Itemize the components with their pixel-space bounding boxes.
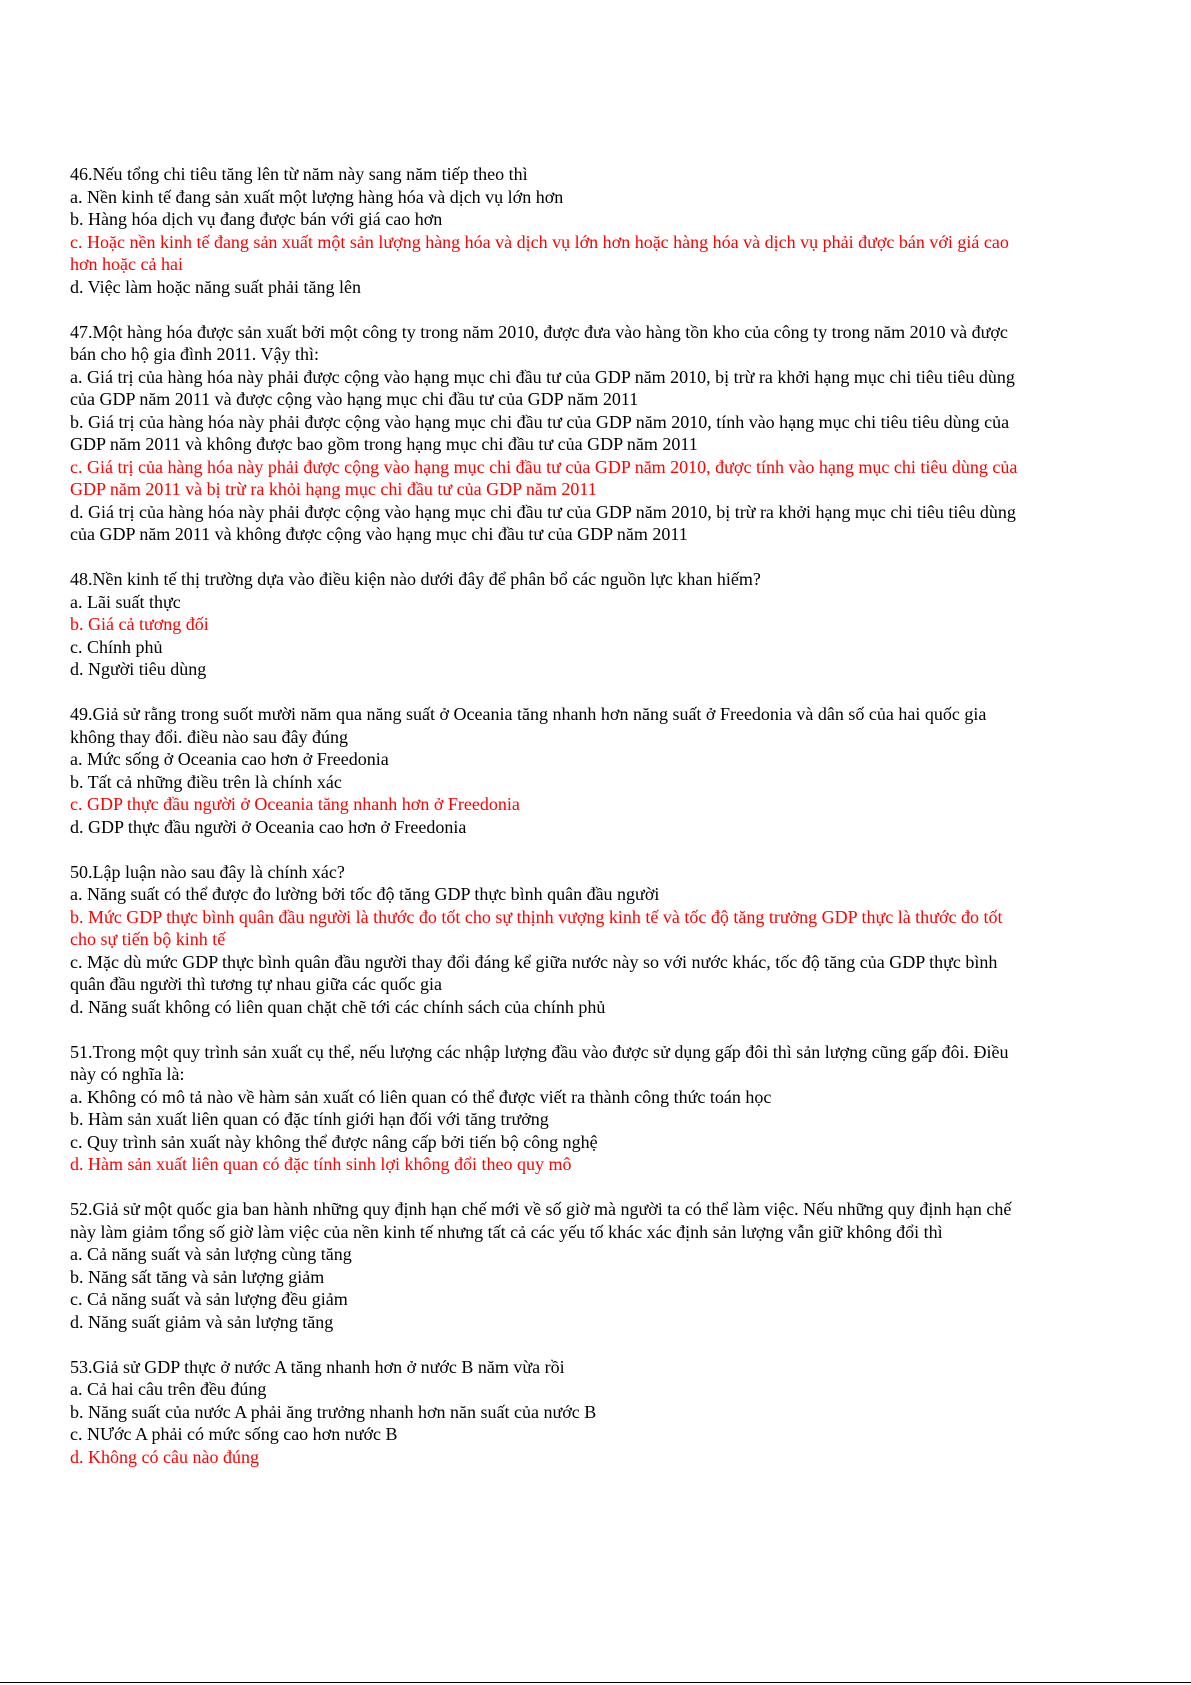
question-stem: 46.Nếu tổng chi tiêu tăng lên từ năm này sang năm tiếp theo thì xyxy=(70,164,528,184)
answer-option-a: a. Không có mô tả nào về hàm sản xuất có liên quan có thể được viết ra thành công thức toán học xyxy=(70,1086,772,1107)
question-stem: 48.Nền kinh tế thị trường dựa vào điều kiện nào dưới đây để phân bổ các nguồn lực khan hiếm? xyxy=(70,569,761,589)
answer-option-b: b. Năng sất tăng và sản lượng giảm xyxy=(70,1266,325,1287)
answer-option-a: a. Nền kinh tế đang sản xuất một lượng hàng hóa và dịch vụ lớn hơn xyxy=(70,186,564,207)
answer-option-a: a. Mức sống ở Oceania cao hơn ở Freedonia xyxy=(70,749,389,769)
answer-option-b: b. Giá trị của hàng hóa này phải được cộng vào hạng mục chi đầu tư của GDP năm 2010, tính vào hạng mục chi tiêu tiêu dùng của GDP năm 2011 và không được bao gồm trong hạng mục chi đầu tư của GDP năm 2011 xyxy=(70,411,1010,454)
answer-option-d-correct: d. Không có câu nào đúng xyxy=(70,1446,259,1467)
question-51 xyxy=(70,1041,1030,1176)
answer-option-c: c. Cả năng suất và sản lượng đều giảm xyxy=(70,1289,348,1309)
answer-option-d: d. Năng suất giảm và sản lượng tăng xyxy=(70,1311,334,1332)
answer-option-c: c. Quy trình sản xuất này không thể được nâng cấp bởi tiến bộ công nghệ xyxy=(70,1131,598,1152)
question-48 xyxy=(70,568,1030,681)
answer-option-b-correct: b. Giá cả tương đối xyxy=(70,614,209,634)
answer-option-c: c. Mặc dù mức GDP thực bình quân đầu người thay đổi đáng kể giữa nước này so với nước khác, tốc độ tăng của GDP thực bình quân đầu người thì tương tự nhau giữa các quốc gia xyxy=(70,951,998,994)
answer-option-c: c. Chính phủ xyxy=(70,636,163,657)
document-body xyxy=(70,163,1030,1491)
question-47 xyxy=(70,321,1030,546)
answer-option-a: a. Cả hai câu trên đều đúng xyxy=(70,1379,267,1399)
answer-option-a: a. Lãi suất thực xyxy=(70,591,181,612)
answer-option-b: b. Hàng hóa dịch vụ đang được bán với giá cao hơn xyxy=(70,209,443,229)
question-52 xyxy=(70,1198,1030,1333)
answer-option-c-correct: c. Hoặc nền kinh tế đang sản xuất một sản lượng hàng hóa và dịch vụ lớn hơn hoặc hàng hóa và dịch vụ phải được bán với giá cao hơn hoặc cả hai xyxy=(70,231,1009,274)
answer-option-b: b. Hàm sản xuất liên quan có đặc tính giới hạn đối với tăng trưởng xyxy=(70,1109,549,1129)
question-stem: 51.Trong một quy trình sản xuất cụ thể, nếu lượng các nhập lượng đầu vào được sử dụng gấp đôi thì sản lượng cũng gấp đôi. Điều này có nghĩa là: xyxy=(70,1041,1009,1084)
question-stem: 52.Giả sử một quốc gia ban hành những quy định hạn chế mới về số giờ mà người ta có thể làm việc. Nếu những quy định hạn chế này làm giảm tổng số giờ làm việc của nền kinh tế nhưng tất cả các yếu tố khác xác định sản lượng vẫn giữ không đổi thì xyxy=(70,1199,1012,1242)
question-stem: 47.Một hàng hóa được sản xuất bởi một công ty trong năm 2010, được đưa vào hàng tồn kho của công ty trong năm 2010 và được bán cho hộ gia đình 2011. Vậy thì: xyxy=(70,321,1008,364)
answer-option-d: d. Giá trị của hàng hóa này phải được cộng vào hạng mục chi đầu tư của GDP năm 2010, bị trừ ra khởi hạng mục chi tiêu tiêu dùng của GDP năm 2011 và không được cộng vào hạng mục chi đầu tư của GDP năm 2011 xyxy=(70,501,1016,544)
answer-option-a: a. Cả năng suất và sản lượng cùng tăng xyxy=(70,1244,352,1264)
answer-option-a: a. Năng suất có thể được đo lường bởi tốc độ tăng GDP thực bình quân đầu người xyxy=(70,884,660,904)
answer-option-d-correct: d. Hàm sản xuất liên quan có đặc tính sinh lợi không đổi theo quy mô xyxy=(70,1154,572,1174)
question-53 xyxy=(70,1356,1030,1469)
answer-option-b-correct: b. Mức GDP thực bình quân đầu người là thước đo tốt cho sự thịnh vượng kinh tế và tốc độ tăng trưởng GDP thực là thước đo tốt cho sự tiến bộ kinh tế xyxy=(70,906,1003,949)
question-46 xyxy=(70,163,1030,298)
page-bottom-rule xyxy=(0,1682,1191,1683)
question-50 xyxy=(70,861,1030,1019)
question-stem: 49.Giả sử rằng trong suốt mười năm qua năng suất ở Oceania tăng nhanh hơn năng suất ở Freedonia và dân số của hai quốc gia không thay đổi. điều nào sau đây đúng xyxy=(70,704,987,747)
answer-option-c-correct: c. GDP thực đầu người ở Oceania tăng nhanh hơn ở Freedonia xyxy=(70,794,520,814)
question-49 xyxy=(70,703,1030,838)
answer-option-d: d. GDP thực đầu người ở Oceania cao hơn ở Freedonia xyxy=(70,816,467,837)
answer-option-d: d. Người tiêu dùng xyxy=(70,659,207,679)
answer-option-b: b. Năng suất của nước A phải ăng trưởng nhanh hơn năn suất của nước B xyxy=(70,1401,597,1422)
answer-option-d: d. Việc làm hoặc năng suất phải tăng lên xyxy=(70,276,361,297)
question-stem: 53.Giả sử GDP thực ở nước A tăng nhanh hơn ở nước B năm vừa rồi xyxy=(70,1356,565,1377)
answer-option-a: a. Giá trị của hàng hóa này phải được cộng vào hạng mục chi đầu tư của GDP năm 2010, bị trừ ra khởi hạng mục chi tiêu tiêu dùng của GDP năm 2011 và được cộng vào hạng mục chi đầu tư của GDP năm 2011 xyxy=(70,366,1015,409)
answer-option-b: b. Tất cả những điều trên là chính xác xyxy=(70,771,342,792)
question-stem: 50.Lập luận nào sau đây là chính xác? xyxy=(70,861,345,882)
answer-option-c: c. NƯớc A phải có mức sống cao hơn nước B xyxy=(70,1424,398,1444)
answer-option-c-correct: c. Giá trị của hàng hóa này phải được cộng vào hạng mục chi đầu tư của GDP năm 2010, được tính vào hạng mục chi tiêu dùng của GDP năm 2011 và bị trừ ra khỏi hạng mục chi đầu tư của GDP năm 2011 xyxy=(70,456,1018,499)
answer-option-d: d. Năng suất không có liên quan chặt chẽ tới các chính sách của chính phủ xyxy=(70,996,606,1017)
